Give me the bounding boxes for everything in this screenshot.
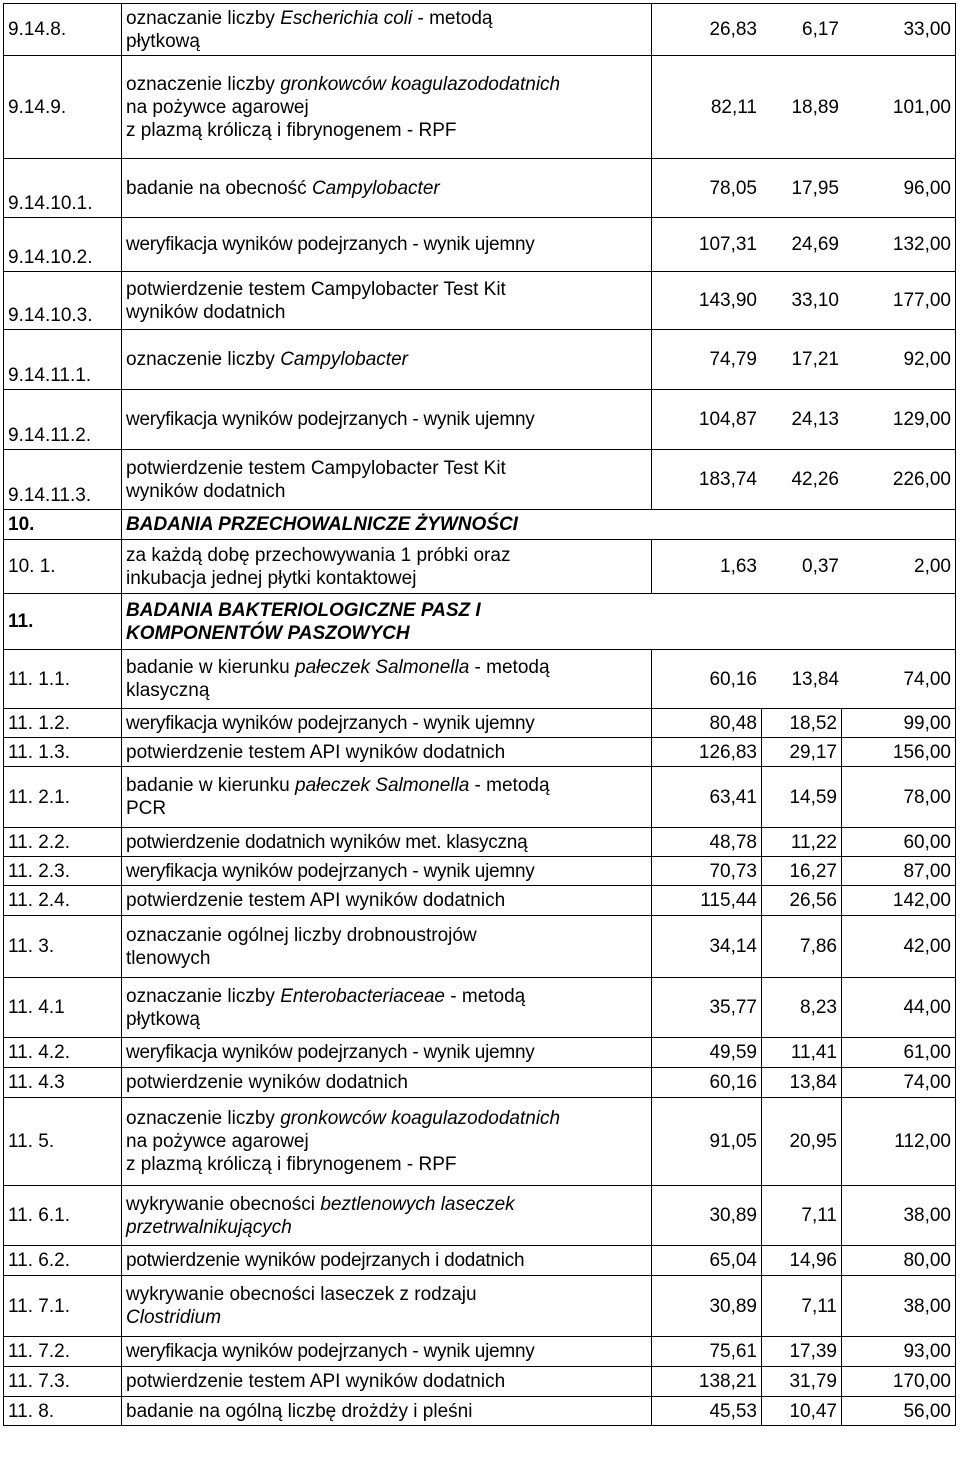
table-row — [4, 828, 956, 857]
vat-amount: 13,84 — [762, 1068, 842, 1098]
item-code: 9.14.9. — [4, 56, 122, 159]
description-text: potwierdzenie testem API wyników dodatnich — [126, 741, 506, 763]
item-description — [122, 390, 652, 450]
description-text: BADANIA BAKTERIOLOGICZNE PASZ I — [126, 599, 481, 621]
item-description — [122, 650, 652, 709]
description-text: na pożywce agarowej — [126, 1131, 309, 1152]
gross-price: 38,00 — [842, 1276, 956, 1337]
item-description — [122, 1246, 652, 1276]
table-row — [4, 390, 956, 450]
gross-price: 132,00 — [892, 234, 951, 255]
net-price: 115,44 — [652, 886, 762, 916]
description-text: weryfikacja wyników podejrzanych - wynik ujemny — [126, 860, 535, 882]
description-text: potwierdzenie testem Campylobacter Test Kit — [126, 457, 506, 479]
item-code: 11. 6.2. — [4, 1246, 122, 1276]
description-text: weryfikacja wyników podejrzanych - wynik ujemny — [126, 712, 535, 734]
vat-amount: 17,95 — [791, 177, 839, 199]
vat-amount: 16,27 — [762, 857, 842, 886]
vat-amount: 0,37 — [802, 556, 839, 577]
vat-amount: 13,84 — [791, 668, 839, 690]
item-description — [122, 1337, 652, 1367]
description-text: z plazmą króliczą i fibrynogenem - RPF — [126, 1154, 457, 1175]
item-description — [122, 272, 652, 330]
vat-amount: 11,41 — [762, 1038, 842, 1068]
vat-amount: 24,13 — [791, 409, 839, 430]
item-code: 9.14.11.1. — [4, 330, 122, 390]
vat-amount: 6,17 — [802, 19, 839, 40]
net-price: 30,89 — [652, 1186, 762, 1246]
item-code: 11. 2.3. — [4, 857, 122, 886]
net-price: 65,04 — [652, 1246, 762, 1276]
gross-price: 61,00 — [842, 1038, 956, 1068]
gross-price: 177,00 — [892, 290, 951, 311]
gross-price: 101,00 — [892, 96, 951, 118]
description-text: beztlenowych laseczek — [320, 1193, 515, 1215]
description-text: weryfikacja wyników podejrzanych - wynik ujemny — [126, 234, 535, 255]
item-code: 11. 1.2. — [4, 709, 122, 738]
description-text: weryfikacja wyników podejrzanych - wynik ujemny — [126, 1042, 535, 1063]
gross-price: 112,00 — [842, 1098, 956, 1186]
description-text: płytkową — [126, 1008, 200, 1030]
table-row — [4, 709, 956, 738]
description-text: - metodą — [412, 7, 493, 29]
price-values — [652, 540, 956, 594]
price-values — [652, 390, 956, 450]
gross-price: 60,00 — [842, 828, 956, 857]
description-text: KOMPONENTÓW PASZOWYCH — [126, 622, 410, 644]
table-row — [4, 218, 956, 272]
price-table-body — [4, 4, 956, 1426]
net-price: 48,78 — [652, 828, 762, 857]
net-price: 60,16 — [709, 668, 757, 690]
item-description — [122, 1038, 652, 1068]
gross-price: 74,00 — [842, 1068, 956, 1098]
description-text: Clostridium — [126, 1307, 222, 1328]
description-text: tlenowych — [126, 947, 211, 969]
table-row — [4, 650, 956, 709]
gross-price: 78,00 — [842, 767, 956, 828]
price-values — [652, 4, 956, 56]
item-code: 10. — [4, 510, 122, 540]
item-code: 11. 7.2. — [4, 1337, 122, 1367]
vat-amount: 33,10 — [791, 290, 839, 311]
description-text: oznaczanie ogólnej liczby drobnoustrojów — [126, 924, 477, 946]
item-description — [122, 159, 652, 218]
item-code: 11. 3. — [4, 916, 122, 978]
description-text: weryfikacja wyników podejrzanych - wynik ujemny — [126, 409, 535, 430]
description-text: BADANIA PRZECHOWALNICZE ŻYWNOŚCI — [126, 514, 518, 535]
gross-price: 44,00 — [842, 978, 956, 1038]
net-price: 63,41 — [652, 767, 762, 828]
gross-price: 129,00 — [892, 409, 951, 430]
item-code: 11. — [4, 594, 122, 650]
item-code: 11. 7.1. — [4, 1276, 122, 1337]
description-text: oznaczenie liczby — [126, 349, 281, 370]
item-description — [122, 886, 652, 916]
net-price: 80,48 — [652, 709, 762, 738]
net-price: 143,90 — [698, 290, 757, 311]
gross-price: 74,00 — [903, 668, 951, 690]
description-text: klasyczną — [126, 680, 210, 701]
item-description — [122, 594, 956, 650]
table-row — [4, 159, 956, 218]
gross-price: 33,00 — [903, 19, 951, 40]
gross-price: 226,00 — [892, 469, 951, 490]
description-text: - metodą — [469, 657, 550, 678]
vat-amount: 17,21 — [791, 349, 839, 370]
description-text: Enterobacteriaceae — [280, 985, 445, 1007]
item-description — [122, 1098, 652, 1186]
price-values — [652, 650, 956, 709]
item-code: 9.14.8. — [4, 4, 122, 56]
table-row — [4, 1068, 956, 1098]
table-row — [4, 1186, 956, 1246]
section-row — [4, 510, 956, 540]
description-text: PCR — [126, 798, 167, 819]
description-text: badanie w kierunku — [126, 657, 295, 678]
description-text: na pożywce agarowej — [126, 96, 309, 118]
description-text: inkubacja jednej płytki kontaktowej — [126, 567, 417, 589]
vat-amount: 42,26 — [791, 469, 839, 490]
description-text: oznaczanie liczby — [126, 7, 281, 29]
item-code: 9.14.10.3. — [4, 272, 122, 330]
gross-price: 93,00 — [842, 1337, 956, 1367]
item-code: 11. 1.3. — [4, 738, 122, 767]
item-description — [122, 330, 652, 390]
gross-price: 87,00 — [842, 857, 956, 886]
item-code: 11. 2.2. — [4, 828, 122, 857]
net-price: 75,61 — [652, 1337, 762, 1367]
gross-price: 99,00 — [842, 709, 956, 738]
gross-price: 156,00 — [842, 738, 956, 767]
table-row — [4, 1276, 956, 1337]
description-text: Escherichia coli — [280, 7, 413, 29]
table-row — [4, 1038, 956, 1068]
description-text: gronkowców koagulazododatnich — [280, 1108, 561, 1129]
item-code: 11. 7.3. — [4, 1367, 122, 1397]
table-row — [4, 1098, 956, 1186]
item-code: 11. 2.4. — [4, 886, 122, 916]
vat-amount: 7,11 — [762, 1186, 842, 1246]
description-text: - metodą — [469, 775, 550, 796]
net-price: 30,89 — [652, 1276, 762, 1337]
price-values — [652, 218, 956, 272]
net-price: 91,05 — [652, 1098, 762, 1186]
item-description — [122, 510, 956, 540]
gross-price: 92,00 — [903, 349, 951, 370]
table-row — [4, 56, 956, 159]
table-row — [4, 857, 956, 886]
vat-amount: 20,95 — [762, 1098, 842, 1186]
net-price: 1,63 — [720, 556, 757, 577]
description-text: potwierdzenie testem Campylobacter Test Kit — [126, 278, 506, 300]
vat-amount: 18,89 — [791, 96, 839, 118]
item-description — [122, 828, 652, 857]
description-text: potwierdzenie testem API wyników dodatnich — [126, 890, 506, 911]
table-row — [4, 1397, 956, 1426]
description-text: badanie na ogólną liczbę drożdży i pleśni — [126, 1400, 473, 1422]
vat-amount: 14,96 — [762, 1246, 842, 1276]
description-text: z plazmą króliczą i fibrynogenem - RPF — [126, 119, 457, 141]
vat-amount: 29,17 — [762, 738, 842, 767]
item-description — [122, 4, 652, 56]
gross-price: 56,00 — [842, 1397, 956, 1426]
item-description — [122, 978, 652, 1038]
net-price: 126,83 — [652, 738, 762, 767]
item-description — [122, 540, 652, 594]
vat-amount: 7,11 — [762, 1276, 842, 1337]
item-code: 9.14.11.3. — [4, 450, 122, 510]
description-text: wyników dodatnich — [126, 301, 286, 323]
table-row — [4, 272, 956, 330]
description-text: - metodą — [444, 985, 526, 1007]
description-text: oznaczenie liczby — [126, 1108, 281, 1129]
description-text: pałeczek Salmonella — [295, 657, 470, 678]
table-row — [4, 886, 956, 916]
net-price: 183,74 — [698, 469, 757, 490]
item-description — [122, 1367, 652, 1397]
item-code: 9.14.10.2. — [4, 218, 122, 272]
description-text: przetrwalnikujących — [126, 1216, 292, 1238]
vat-amount: 7,86 — [762, 916, 842, 978]
table-row — [4, 450, 956, 510]
net-price: 104,87 — [698, 409, 757, 430]
table-row — [4, 767, 956, 828]
item-description — [122, 857, 652, 886]
item-description — [122, 56, 652, 159]
vat-amount: 14,59 — [762, 767, 842, 828]
net-price: 70,73 — [652, 857, 762, 886]
gross-price: 96,00 — [903, 177, 951, 199]
description-text: gronkowców koagulazododatnich — [280, 73, 561, 95]
item-description — [122, 450, 652, 510]
vat-amount: 8,23 — [762, 978, 842, 1038]
description-text: badanie na obecność — [126, 177, 312, 199]
gross-price: 38,00 — [842, 1186, 956, 1246]
table-row — [4, 978, 956, 1038]
description-text: weryfikacja wyników podejrzanych - wynik ujemny — [126, 1341, 535, 1362]
item-code: 11. 4.3 — [4, 1068, 122, 1098]
item-description — [122, 767, 652, 828]
item-code: 11. 4.1 — [4, 978, 122, 1038]
price-table — [3, 3, 956, 1426]
vat-amount: 11,22 — [762, 828, 842, 857]
description-text: oznaczenie liczby — [126, 73, 281, 95]
item-description — [122, 1186, 652, 1246]
description-text: wyników dodatnich — [126, 480, 286, 502]
table-row — [4, 4, 956, 56]
net-price: 138,21 — [652, 1367, 762, 1397]
description-text: wykrywanie obecności — [126, 1193, 321, 1215]
item-code: 10. 1. — [4, 540, 122, 594]
description-text: potwierdzenie wyników dodatnich — [126, 1072, 408, 1093]
description-text: wykrywanie obecności laseczek z rodzaju — [126, 1284, 477, 1305]
item-description — [122, 1068, 652, 1098]
item-description — [122, 218, 652, 272]
description-text: oznaczanie liczby — [126, 985, 281, 1007]
item-code: 11. 8. — [4, 1397, 122, 1426]
net-price: 34,14 — [652, 916, 762, 978]
gross-price: 80,00 — [842, 1246, 956, 1276]
description-text: potwierdzenie testem API wyników dodatnich — [126, 1371, 506, 1392]
net-price: 60,16 — [652, 1068, 762, 1098]
item-code: 11. 4.2. — [4, 1038, 122, 1068]
net-price: 49,59 — [652, 1038, 762, 1068]
vat-amount: 17,39 — [762, 1337, 842, 1367]
description-text: potwierdzenie dodatnich wyników met. klasyczną — [126, 831, 528, 853]
table-row — [4, 738, 956, 767]
net-price: 82,11 — [710, 96, 757, 118]
item-description — [122, 1397, 652, 1426]
gross-price: 142,00 — [842, 886, 956, 916]
net-price: 78,05 — [709, 177, 757, 199]
table-row — [4, 1337, 956, 1367]
description-text: Campylobacter — [311, 177, 440, 199]
item-description — [122, 916, 652, 978]
vat-amount: 24,69 — [791, 234, 839, 255]
price-values — [652, 450, 956, 510]
description-text: pałeczek Salmonella — [295, 775, 470, 796]
vat-amount: 18,52 — [762, 709, 842, 738]
vat-amount: 31,79 — [762, 1367, 842, 1397]
item-code: 11. 2.1. — [4, 767, 122, 828]
net-price: 45,53 — [652, 1397, 762, 1426]
table-row — [4, 916, 956, 978]
gross-price: 2,00 — [914, 556, 951, 577]
item-code: 11. 5. — [4, 1098, 122, 1186]
price-values — [652, 272, 956, 330]
table-row — [4, 1246, 956, 1276]
table-row — [4, 330, 956, 390]
item-description — [122, 738, 652, 767]
description-text: płytkową — [126, 30, 200, 52]
table-row — [4, 1367, 956, 1397]
description-text: Campylobacter — [280, 349, 408, 370]
price-values — [652, 159, 956, 218]
section-row — [4, 594, 956, 650]
item-code: 9.14.10.1. — [4, 159, 122, 218]
vat-amount: 10,47 — [762, 1397, 842, 1426]
net-price: 35,77 — [652, 978, 762, 1038]
item-description — [122, 1276, 652, 1337]
vat-amount: 26,56 — [762, 886, 842, 916]
description-text: za każdą dobę przechowywania 1 próbki oraz — [126, 544, 511, 566]
net-price: 107,31 — [698, 234, 757, 255]
price-values — [652, 56, 956, 159]
description-text: badanie w kierunku — [126, 775, 295, 796]
net-price: 74,79 — [709, 349, 757, 370]
table-row — [4, 540, 956, 594]
item-code: 11. 1.1. — [4, 650, 122, 709]
net-price: 26,83 — [709, 19, 757, 40]
item-code: 9.14.11.2. — [4, 390, 122, 450]
gross-price: 42,00 — [842, 916, 956, 978]
gross-price: 170,00 — [842, 1367, 956, 1397]
item-code: 11. 6.1. — [4, 1186, 122, 1246]
description-text: potwierdzenie wyników podejrzanych i dodatnich — [126, 1250, 525, 1271]
price-values — [652, 330, 956, 390]
item-description — [122, 709, 652, 738]
